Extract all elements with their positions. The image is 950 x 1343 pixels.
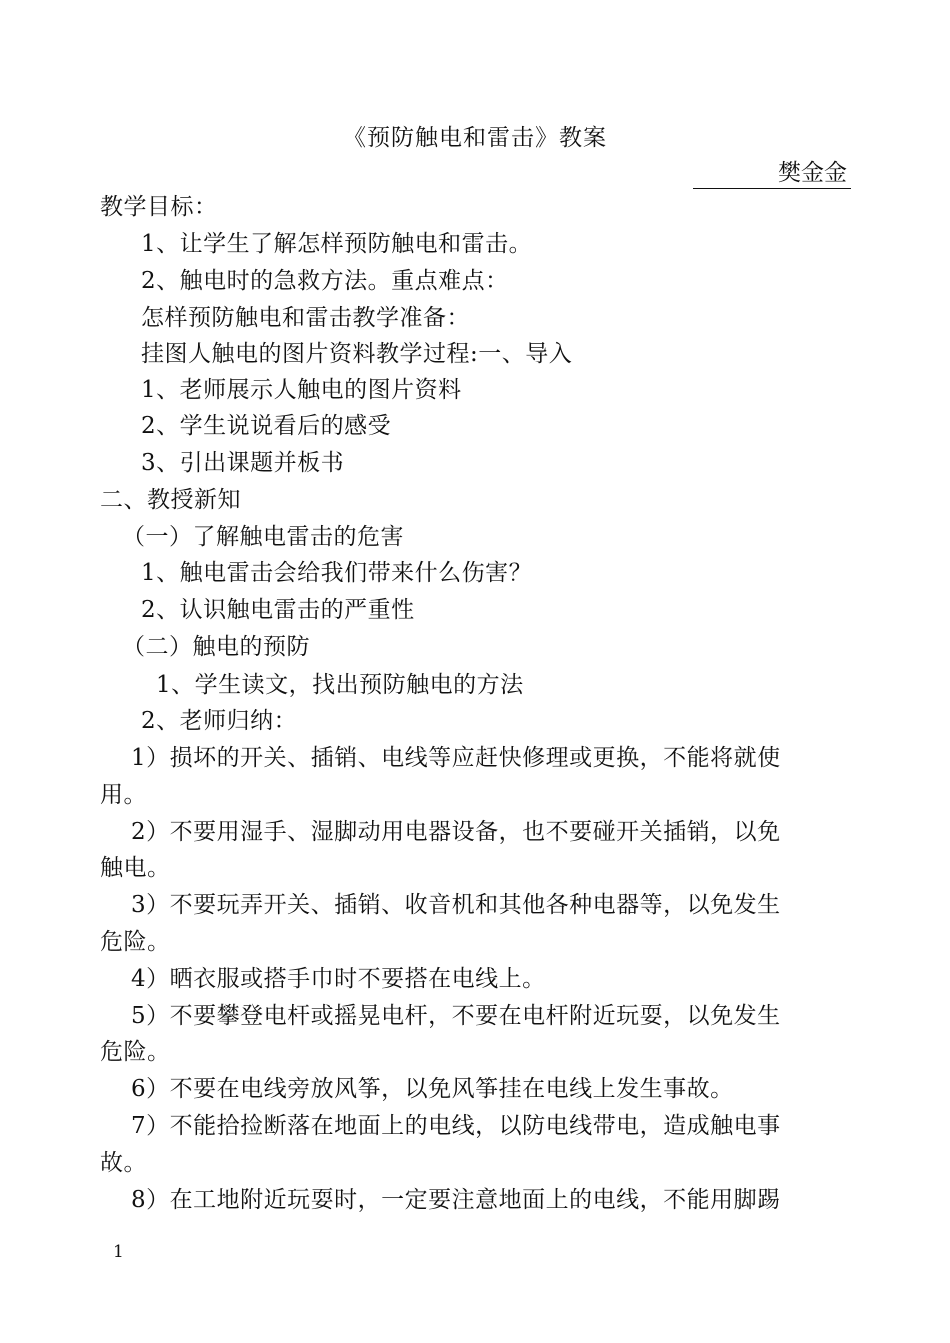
text-line: 2）不要用湿手、湿脚动用电器设备，也不要碰开关插销，以免 — [131, 819, 781, 845]
text-line: 1）损坏的开关、插销、电线等应赶快修理或更换，不能将就使 — [131, 745, 781, 771]
document-title: 《预防触电和雷击》教案 — [343, 125, 607, 151]
text-line: 6）不要在电线旁放风筝，以免风筝挂在电线上发生事故。 — [131, 1076, 734, 1102]
author-name: 樊金金 — [693, 158, 851, 189]
text-line: 2、学生说说看后的感受 — [141, 413, 392, 439]
text-line: 危险。 — [100, 1039, 171, 1065]
text-line: 危险。 — [100, 929, 171, 955]
text-line: 3、引出课题并板书 — [141, 450, 345, 476]
text-line: 3）不要玩弄开关、插销、收音机和其他各种电器等，以免发生 — [131, 892, 781, 918]
text-line: 触电。 — [100, 855, 171, 881]
text-line: 8）在工地附近玩耍时，一定要注意地面上的电线，不能用脚踢 — [131, 1187, 781, 1213]
text-line: （二）触电的预防 — [122, 634, 310, 660]
text-line: 教学目标： — [100, 194, 218, 220]
page-number: 1 — [113, 1242, 124, 1262]
text-line: 4）晒衣服或搭手巾时不要搭在电线上。 — [131, 966, 546, 992]
text-line: 5）不要攀登电杆或摇晃电杆，不要在电杆附近玩耍，以免发生 — [131, 1003, 781, 1029]
text-line: 怎样预防触电和雷击教学准备： — [141, 305, 470, 331]
text-line: 1、老师展示人触电的图片资料 — [141, 377, 462, 403]
text-line: 2、触电时的急救方法。重点难点： — [141, 268, 509, 294]
text-line: 1、触电雷击会给我们带来什么伤害？ — [141, 560, 533, 586]
text-line: 7）不能拾捡断落在地面上的电线，以防电线带电，造成触电事 — [131, 1113, 781, 1139]
text-line: 2、老师归纳： — [141, 708, 298, 734]
text-line: （一）了解触电雷击的危害 — [122, 524, 404, 550]
text-line: 二、教授新知 — [100, 487, 241, 513]
text-line: 用。 — [100, 782, 147, 808]
text-line: 1、学生读文，找出预防触电的方法 — [156, 672, 524, 698]
text-line: 故。 — [100, 1150, 147, 1176]
text-line: 1、让学生了解怎样预防触电和雷击。 — [141, 231, 533, 257]
text-line: 挂图人触电的图片资料教学过程:一、导入 — [141, 341, 573, 367]
text-line: 2、认识触电雷击的严重性 — [141, 597, 415, 623]
